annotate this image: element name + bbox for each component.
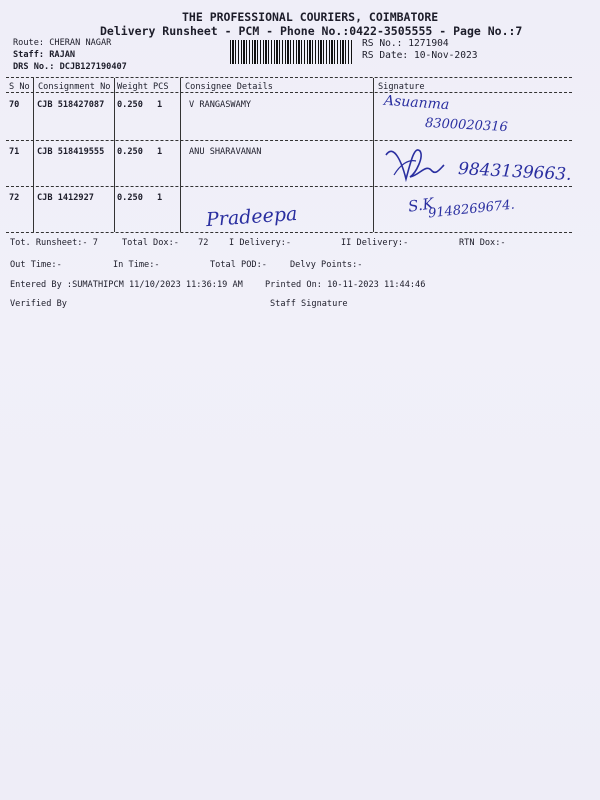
row-consignment: CJB 518419555 <box>37 147 105 157</box>
row-weight: 0.250 <box>117 100 143 110</box>
route-label: Route: <box>13 38 45 48</box>
row-sno: 70 <box>9 100 20 110</box>
company-title: THE PROFESSIONAL COURIERS, COIMBATORE <box>182 10 439 24</box>
total-dox-value: 72 <box>198 238 209 248</box>
rs-no-value: 1271904 <box>408 38 449 49</box>
handwritten-initials: S.K <box>406 194 435 216</box>
drs-line <box>13 62 127 72</box>
col-header-consignee: Consignee Details <box>185 82 273 92</box>
rs-date-label: RS Date: <box>362 50 409 61</box>
row-sno: 71 <box>9 147 20 157</box>
barcode <box>230 40 352 64</box>
staff-line <box>13 50 75 60</box>
row-pcs: 1 <box>157 100 163 110</box>
handwritten-name: Asuanma <box>383 92 450 114</box>
row-weight: 0.250 <box>117 147 143 157</box>
row-pcs: 1 <box>157 193 163 203</box>
staff-signature: Staff Signature <box>270 299 348 309</box>
row-divider <box>6 140 572 141</box>
i-delivery: I Delivery:- <box>229 238 292 248</box>
verified-by: Verified By <box>10 299 67 309</box>
route-value: CHERAN NAGAR <box>49 38 112 48</box>
row-pcs: 1 <box>157 147 163 157</box>
runsheet-subtitle: Delivery Runsheet - PCM - Phone No.:0422-3505555 - Page No.:7 <box>100 24 523 38</box>
col-header-signature: Signature <box>378 82 425 92</box>
rs-date-value: 10-Nov-2023 <box>414 50 478 61</box>
staff-label: Staff: <box>13 50 45 60</box>
entered-by: Entered By :SUMATHIPCM 11/10/2023 11:36:19 AM <box>10 280 243 290</box>
rs-date-line <box>362 50 478 61</box>
printed-on: Printed On: 10-11-2023 11:44:46 <box>265 280 426 290</box>
row-divider <box>6 186 572 187</box>
col-divider <box>180 78 181 232</box>
row-weight: 0.250 <box>117 193 143 203</box>
staff-value: RAJAN <box>49 50 76 60</box>
total-dox-label: Total Dox:- <box>122 238 179 248</box>
rs-no-label: RS No.: <box>362 38 403 49</box>
col-header-pcs: PCS <box>153 82 169 92</box>
col-header-sno: S No <box>9 82 30 92</box>
table-bottom-rule <box>6 232 572 233</box>
drs-label: DRS No.: <box>13 62 55 72</box>
drs-value: DCJB127190407 <box>59 62 127 72</box>
col-header-consignment: Consignment No <box>38 82 111 92</box>
in-time: In Time:- <box>113 260 160 270</box>
total-pod: Total POD:- <box>210 260 267 270</box>
handwritten-signature <box>380 135 450 193</box>
table-header-rule <box>6 92 572 93</box>
rs-no-line <box>362 38 449 49</box>
row-consignment: CJB 518427087 <box>37 100 105 110</box>
delvy-points: Delvy Points:- <box>290 260 363 270</box>
table-top-rule <box>6 77 572 78</box>
row-sno: 72 <box>9 193 20 203</box>
route-line <box>13 38 111 48</box>
handwritten-phone: 8300020316 <box>424 115 509 136</box>
row-consignee: ANU SHARAVANAN <box>189 147 262 157</box>
handwritten-phone: 9148269674. <box>427 197 516 222</box>
handwritten-phone: 9843139663. <box>457 159 573 185</box>
rtn-dox: RTN Dox:- <box>459 238 506 248</box>
row-consignment: CJB 1412927 <box>37 193 94 203</box>
row-consignee: V RANGASWAMY <box>189 100 252 110</box>
total-dox <box>122 238 208 248</box>
col-divider <box>33 78 34 232</box>
handwritten-name: Pradeepa <box>205 202 298 232</box>
ii-delivery: II Delivery:- <box>341 238 409 248</box>
tot-runsheet: Tot. Runsheet:- 7 <box>10 238 98 248</box>
col-divider <box>373 78 374 232</box>
out-time: Out Time:- <box>10 260 62 270</box>
col-header-weight: Weight <box>117 82 149 92</box>
col-divider <box>114 78 115 232</box>
